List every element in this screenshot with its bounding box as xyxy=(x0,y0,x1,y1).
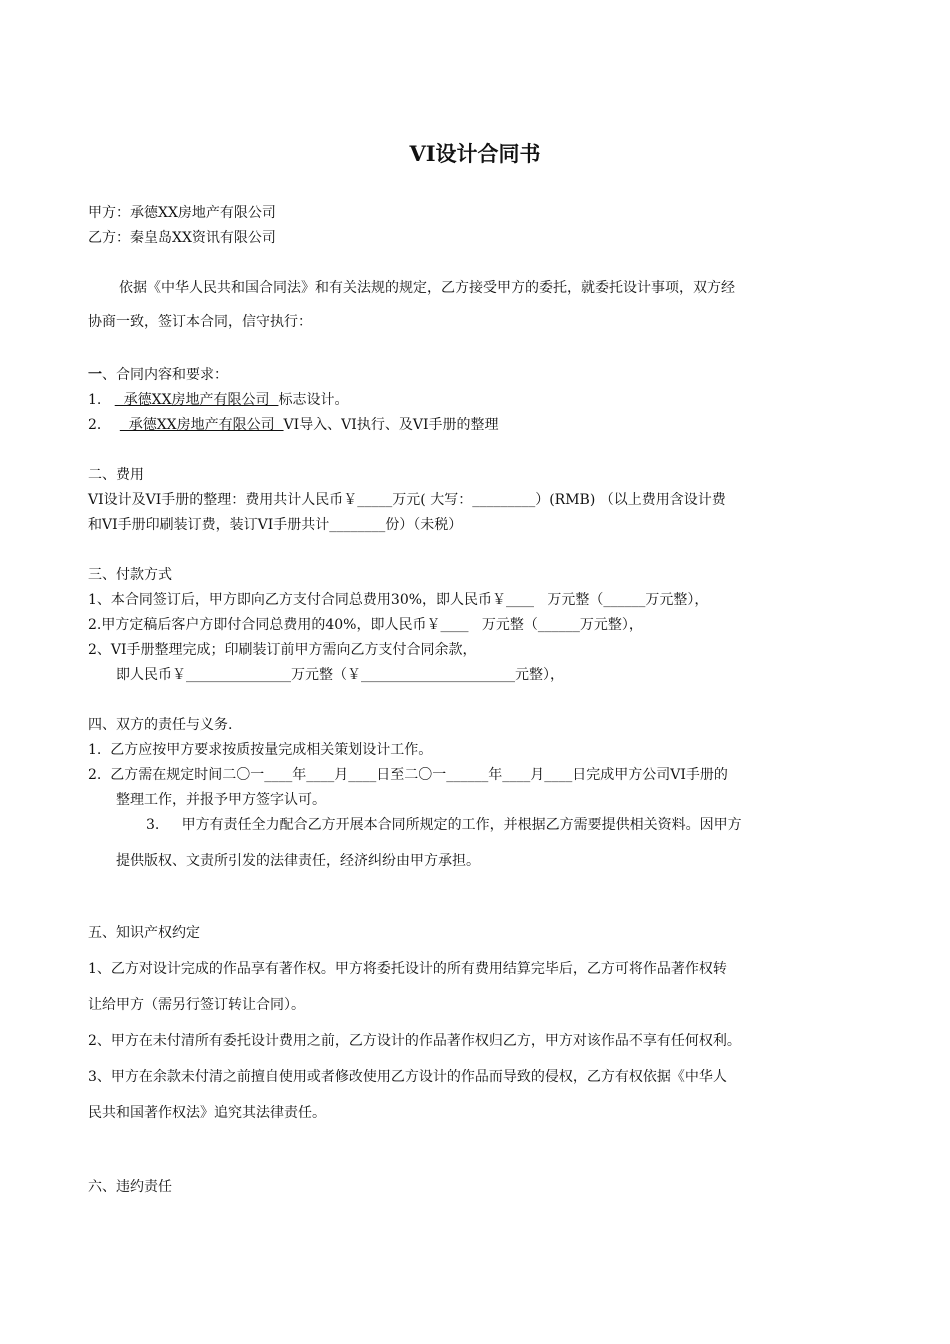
item2-prefix: 2． xyxy=(88,417,120,433)
section5-p1-line-2: 让给甲方（需另行签订转让合同）。 xyxy=(88,997,305,1013)
item2-company: 承德XX房地产有限公司 xyxy=(119,417,284,433)
section5-p3-line-2: 民共和国著作权法》追究其法律责任。 xyxy=(88,1105,326,1121)
section1-heading-text: 、合同内容和要求： xyxy=(102,367,228,383)
section3-line-3: 2、VI手册整理完成；印刷装订前甲方需向乙方支付合同余款， xyxy=(88,642,477,658)
section3-line-2: 2.甲方定稿后客户方即付合同总费用的40%，即人民币￥____ 万元整（______万元整）， xyxy=(88,617,643,633)
document-title: VI设计合同书 xyxy=(409,141,541,166)
section4-item-3-line-1: 3. 甲方有责任全力配合乙方开展本合同所规定的工作，并根据乙方需要提供相关资料。因甲方 xyxy=(146,817,742,833)
section5-p3-line-1: 3、甲方在余款未付清之前擅自使用或者修改使用乙方设计的作品而导致的侵权，乙方有权依据《中华人 xyxy=(88,1069,727,1085)
section3-heading: 三、付款方式 xyxy=(88,567,172,583)
section2-heading: 二、费用 xyxy=(88,467,144,483)
section2-line-2: 和VI手册印刷装订费，装订VI手册共计________份）（未税） xyxy=(88,517,463,533)
party-a: 甲方：承德XX房地产有限公司 xyxy=(88,205,276,221)
section5-p2: 2、甲方在未付清所有委托设计费用之前，乙方设计的作品著作权归乙方，甲方对该作品不享有任何权利。 xyxy=(88,1033,741,1049)
section1-heading xyxy=(88,366,228,384)
section3-line-4: 即人民币￥_______________万元整（￥______________________元整）， xyxy=(116,667,564,683)
intro-line-2: 协商一致，签订本合同，信守执行： xyxy=(88,314,312,330)
section4-item-1: 1. 乙方应按甲方要求按质按量完成相关策划设计工作。 xyxy=(88,742,433,758)
section1-heading-mark: 一 xyxy=(88,367,102,383)
section3-line-1: 1、本合同签订后，甲方即向乙方支付合同总费用30%，即人民币￥____ 万元整（______万元整）， xyxy=(88,592,709,608)
item1-company: 承德XX房地产有限公司 xyxy=(114,392,279,408)
section5-p1-line-1: 1、乙方对设计完成的作品享有著作权。甲方将委托设计的所有费用结算完毕后，乙方可将作品著作权转 xyxy=(88,961,727,977)
item1-prefix: 1. xyxy=(88,392,115,408)
section4-item-2-line-1: 2. 乙方需在规定时间二〇一____年____月____日至二〇一______年____月____日完成甲方公司VI手册的 xyxy=(88,767,728,783)
party-b: 乙方：秦皇岛XX资讯有限公司 xyxy=(88,230,276,246)
section1-item-1 xyxy=(88,391,348,409)
section1-item-2 xyxy=(88,416,498,434)
section4-item-3-line-2: 提供版权、文责所引发的法律责任，经济纠纷由甲方承担。 xyxy=(116,853,480,869)
section4-item-2-line-2: 整理工作，并报予甲方签字认可。 xyxy=(116,792,326,808)
section4-heading: 四、双方的责任与义务. xyxy=(88,717,233,733)
section6-heading: 六、违约责任 xyxy=(88,1179,172,1195)
item2-suffix: VI导入、VI执行、及VI手册的整理 xyxy=(283,417,499,433)
section2-line-1: VI设计及VI手册的整理：费用共计人民币￥_____万元( 大写：_________）(RMB) （以上费用含设计费 xyxy=(88,492,726,508)
section5-heading: 五、知识产权约定 xyxy=(88,925,200,941)
item1-suffix: 标志设计。 xyxy=(278,392,349,408)
intro-line-1: 依据《中华人民共和国合同法》和有关法规的规定，乙方接受甲方的委托，就委托设计事项，双方经 xyxy=(119,280,735,296)
